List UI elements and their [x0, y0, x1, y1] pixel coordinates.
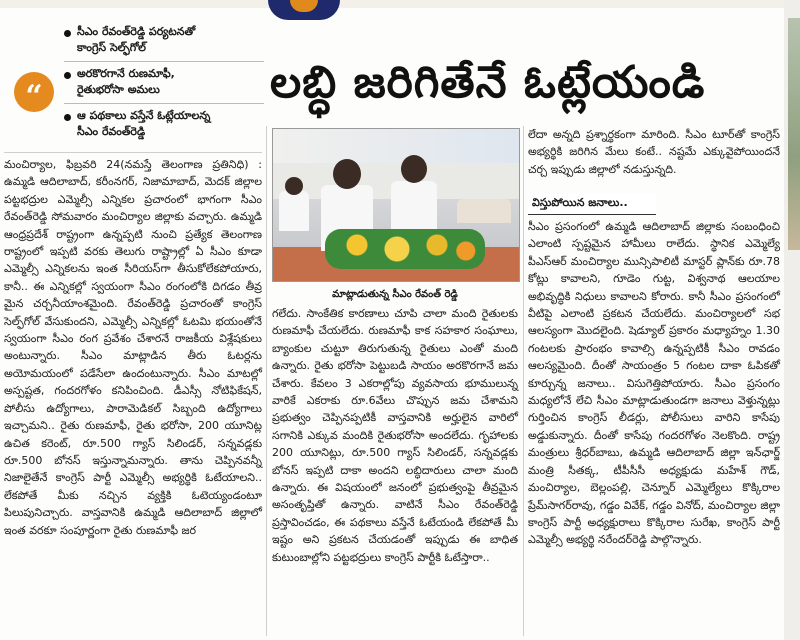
highlight-item: [64, 20, 264, 62]
article-paragraph: మంచిర్యాల, ఫిబ్రవరి 24(నమస్తే తెలంగాణ ప్రతినిధి) : ఉమ్మడి ఆదిలాబాద్, కరీంనగర్, నిజామాబాద్, మెదక్ జిల్లాల పట్టభద్రుల ఎమ్మెల్సీ ఎన్నికల ప్రచారంలో భాగంగా సీఎం రేవంత్‌రెడ్డి సోమవారం మంచిర్యాల జిల్లాకు వచ్చారు. ఉమ్మడి ఆంధ్రప్రదేశ్ రాష్ట్రంగా ఉన్నప్పటి నుంచి ప్రత్యేక తెలంగాణ రాష్ట్రంలో ఇప్పటి వరకు తెలుగు రాష్ట్రాల్లో ఏ సీఎం కూడా ఎమ్మెల్సీ ఎన్నికలను ఇంత సీరియస్‌గా తీసుకోలేకపోయారు, కానీ.. ఈ ఎన్నికల్లో స్వయంగా సీఎం రంగంలోకి దిగడం తీవ్ర మైన చర్చనీయాంశమైంది. రేవంత్‌రెడ్డి ప్రచారంతో కాంగ్రెస్ సెల్ఫ్‌గోల్ వేసుకుందని, ఎమ్మెల్సీ ఎన్నికల్లో ఓటమి భయంతోనే స్వయంగా సీఎం రంగ ప్రవేశం చేశారనే రాజకీయ విశ్లేషకులు అంటున్నారు. సీఎం మాట్లాడిన తీరు ఓటర్లను అయోమయంలో పడేసేలా ఉందంటున్నారు. సీఎం మాటల్లో అస్పష్టత, గందరగోళం కనిపించింది. డీఎస్సీ నోటిఫికేషన్, పోలీసు ఉద్యోగాలు, పారామెడికల్ సిబ్బంది ఉద్యోగాలు ఇచ్చామని.. రైతు రుణమాఫీ, రైతు భరోసా, 200 యూనిట్ల ఉచిత కరెంట్, రూ.500 గ్యాస్ సిలిండర్, సన్నవడ్లకు రూ.500 బోనస్ ఇస్తున్నామన్నారు. తాను చెప్పినవన్నీ నిజాలైతేనే కాంగ్రెస్ పార్టీ ఎమ్మెల్సీ అభ్యర్థికి ఓటేయాలని.. లేకపోతే మీకు నచ్చిన వ్యక్తికి ఓటెయ్యండంటూ పిలుపునిచ్చారు. వాస్తవానికి ఉమ్మడి ఆదిలాబాద్ జిల్లాలో ఇంత వరకూ సంపూర్ణంగా రైతు రుణమాఫీ జర: [4, 158, 262, 537]
news-photo: [272, 128, 520, 282]
top-strip: [0, 0, 800, 8]
article-paragraph: సీఎం ప్రసంగంలో ఉమ్మడి ఆదిలాబాద్ జిల్లాకు సంబంధించి ఎలాంటి స్పష్టమైన హామీలు రాలేదు. స్థానిక ఎమ్మెల్యే పీఎస్‌ఆర్ మంచిర్యాల మున్సిపాలిటీ మాస్టర్ ప్లాన్‌కు రూ.78 కోట్లు కావాలని, గూడెం గుట్ట, విశ్వనాథ ఆలయాల అభివృద్ధికి నిధులు కావాలని కోరారు. కానీ సీఎం ప్రసంగంలో వీటిపై ఎలాంటి ప్రకటన చేయలేదు. మంచిర్యాలలో సభ ఆలస్యంగా మొదలైంది. షెడ్యూల్ ప్రకారం మధ్యాహ్నం 1.30 గంటలకు ప్రారంభం కావాల్సి ఉన్నప్పటికీ సీఎం రావడం ఆలస్యమైంది. దీంతో సాయంత్రం 5 గంటల దాకా ఓపికతో కూర్చున్న జనాలు.. విసుగెత్తిపోయారు. సీఎం ప్రసంగం మధ్యలోనే లేచి సీఎం మాట్లాడుతుండగా జనాలు వెళ్తున్నట్లు గుర్తించిన కాంగ్రెస్ లీడర్లు, పోలీసులు వారిని కాసేపు అడ్డుకున్నారు. దీంతో కాసేపు గందరగోళం నెలకొంది. రాష్ట్ర మంత్రులు శ్రీధర్‌బాబు, ఉమ్మడి ఆదిలాబాద్ జిల్లా ఇన్‌ఛార్జ్ మంత్రి సీతక్క, టీపీసీసీ అధ్యక్షుడు మహేశ్ గౌడ్, మంచిర్యాల, బెల్లంపల్లి, చెన్నూర్ ఎమ్మెల్యేలు కొక్కిరాల ప్రేమ్‌సాగర్‌రావు, గడ్డం వివేక్, గడ్డం వినోద్, మంచిర్యాల జిల్లా కాంగ్రెస్ పార్టీ అధ్యక్షురాలు కొక్కిరాల సురేఖ, కాంగ్రెస్ పార్టీ ఎమ్మెల్సీ అభ్యర్థి నరేందర్‌రెడ్డి పాల్గొన్నారు.: [528, 220, 780, 547]
highlight-item: [64, 104, 264, 145]
photo-caption: మాట్లాడుతున్న సీఎం రేవంత్ రెడ్డి: [332, 289, 458, 300]
crowd: [457, 199, 511, 223]
adjacent-text-edge: [787, 362, 799, 572]
person-figure: [279, 191, 309, 231]
subheading: విస్తుపోయిన జనాలు..: [528, 194, 656, 215]
flower-garland: [325, 229, 485, 269]
article-column-3: [528, 218, 780, 549]
quote-icon: “: [14, 72, 54, 112]
adjacent-article-edge: [784, 0, 800, 640]
masthead-emblem: [268, 0, 340, 20]
column-divider: [266, 126, 267, 636]
stage-banner: [273, 129, 519, 163]
bullet-icon: [64, 30, 71, 37]
article-column-2: [272, 305, 518, 566]
article-column-1: [4, 156, 262, 539]
article-column-3-top: [528, 126, 780, 178]
adjacent-photo-edge: [788, 18, 800, 250]
highlights-box: [64, 20, 264, 145]
headline: లబ్ధి జరిగితేనే ఓట్లేయండి: [270, 57, 706, 108]
divider: [4, 152, 262, 153]
person-head: [285, 177, 303, 195]
article-paragraph: గలేదు. సాంకేతిక కారణాలు చూపి చాలా మంది రైతులకు రుణమాఫీ చేయలేదు. రుణమాఫీ కాక సహకార సంఘాలు, బ్యాంకుల చుట్టూ తిరుగుతున్న రైతులు ఎంతో మంది ఉన్నారు. రైతు భరోసా పెట్టుబడి సాయం అరకొరగానే జమ చేశారు. కేవలం 3 ఎకరాల్లోపు వ్యవసాయ భూములున్న వారికే ఎకరాకు రూ.6వేలు చొప్పున జమ చేశామని ప్రభుత్వం చెప్పినప్పటికీ వాస్తవానికి అర్హులైన వారిలో సగానికి ఎక్కువ మందికి రైతుభరోసా అందలేదు. గృహాలకు 200 యూనిట్లు, రూ.500 గ్యాస్ సిలిండర్, సన్నవడ్లకు బోనస్ ఇప్పటి దాకా అందని లబ్ధిదారులు చాలా మంది ఉన్నారు. ఈ విషయంలో జనంలో ప్రభుత్వంపై తీవ్రమైన అసంతృప్తితో ఉన్నారు. వాటినే సీఎం రేవంత్‌రెడ్డి ప్రస్తావించడం, ఈ పథకాలు వస్తేనే ఓటేయండి లేకపోతే మీ ఇష్టం అని ప్రకటన చేయడంతో ఇప్పుడు ఈ బాధిత కుటుంబాల్లోని పట్టభద్రులు కాంగ్రెస్ పార్టీకి ఓటేస్తారా..: [272, 307, 518, 564]
highlight-text: సీఎం రేవంత్‌రెడ్డి పర్యటనతో కాంగ్రెస్ సెల్ఫ్‌గోల్: [77, 25, 196, 54]
column-divider: [523, 126, 524, 636]
bullet-icon: [64, 72, 71, 79]
article-paragraph: లేదా అన్నది ప్రశ్నార్థకంగా మారింది. సీఎం టూర్‌తో కాంగ్రెస్ అభ్యర్థికి జరిగిన మేలు కంటే.. నష్టమే ఎక్కువైపోయిందనే చర్చ ఇప్పుడు జిల్లాలో నడుస్తున్నది.: [528, 128, 780, 176]
person-head: [333, 159, 361, 189]
person-head: [401, 155, 427, 183]
bullet-icon: [64, 114, 71, 121]
highlight-item: [64, 62, 264, 104]
highlight-text: ఆ పథకాలు వస్తేనే ఓట్లేయాలన్న సీఎం రేవంత్‌రెడ్డి: [77, 109, 211, 138]
highlight-text: అరకొరగానే రుణమాఫీ, రైతుభరోసా అమలు: [77, 67, 175, 96]
